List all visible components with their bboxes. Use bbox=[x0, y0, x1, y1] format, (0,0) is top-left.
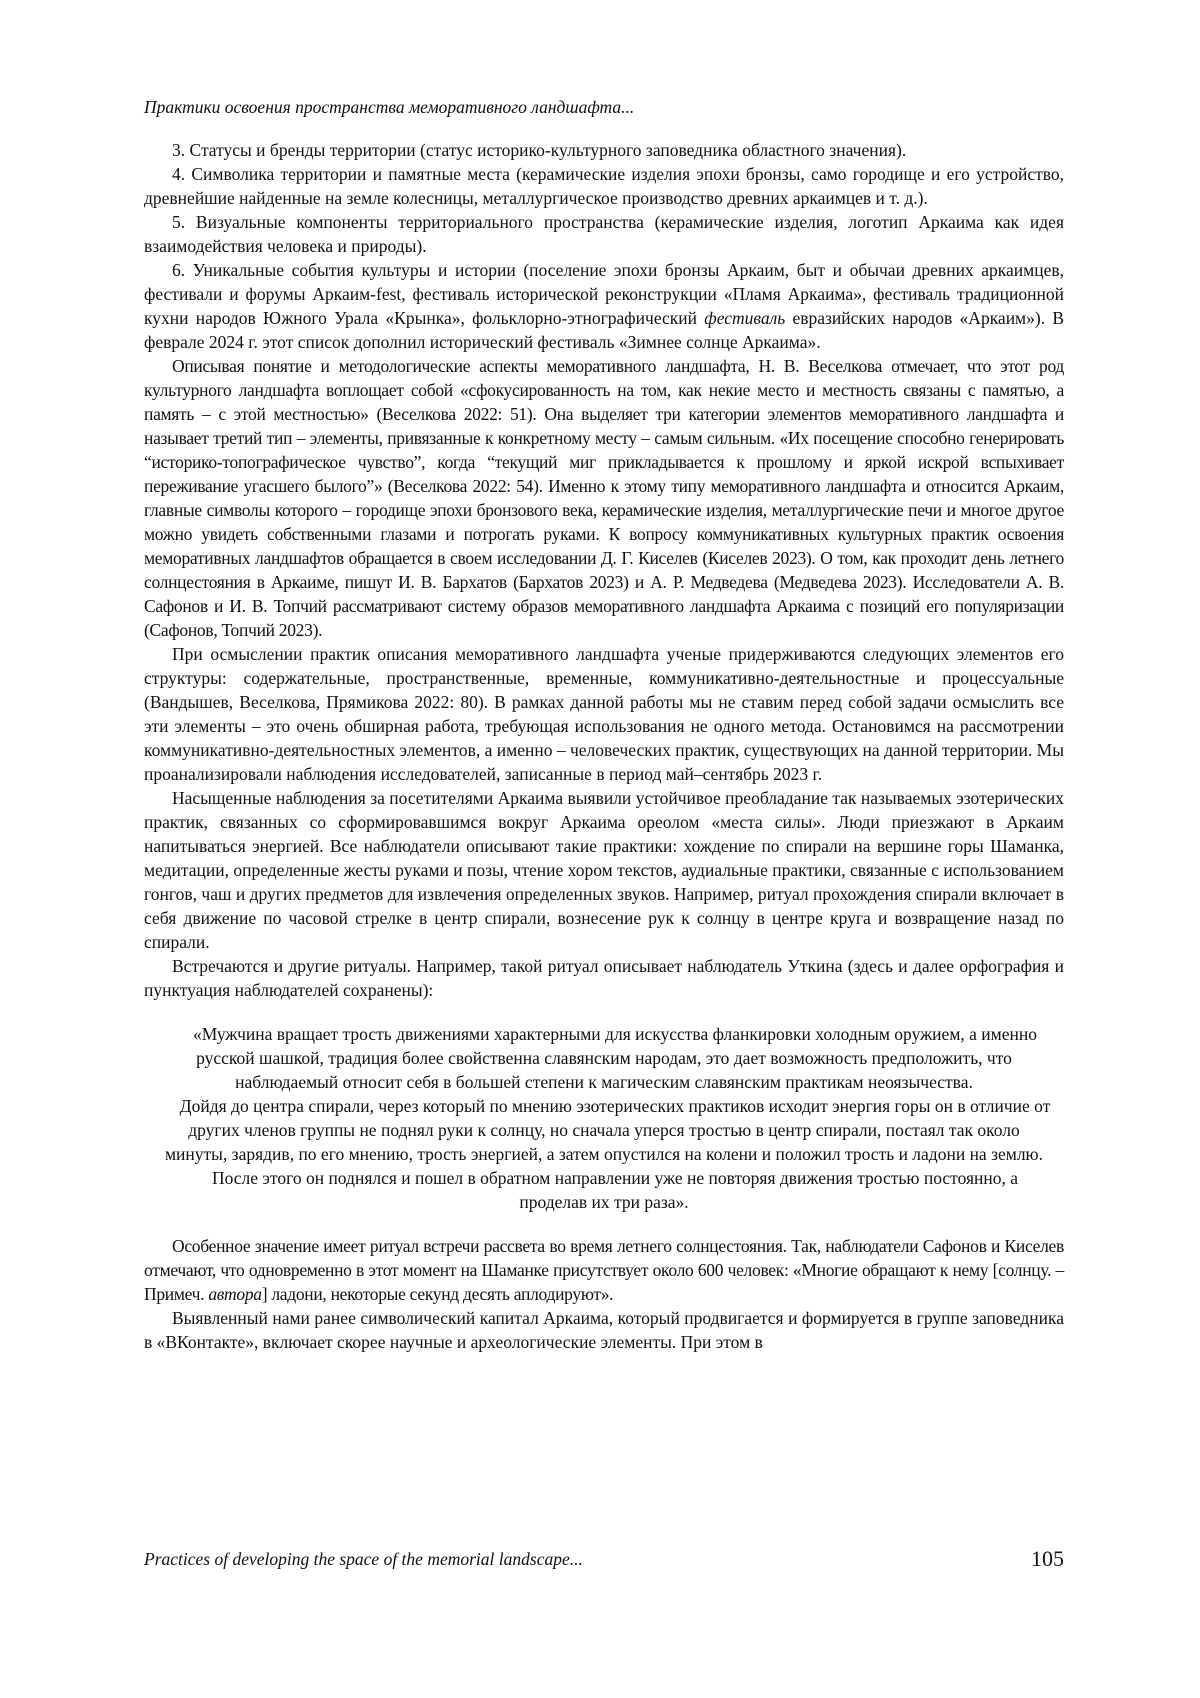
paragraph-sunrise-part1: Особенное значение имеет ритуал встречи рассвета во время летнего солнцестояния. Так, наблюдатели Сафонов и Киселев отмечают, что одновременно в этот момент на Шаманке присутствует около 600 человек: «Многие обращают к нему [солнцу. – Примеч. bbox=[144, 1236, 1064, 1304]
paragraph-events-italic: фестиваль bbox=[704, 308, 786, 328]
quote-paragraph-2: Дойдя до центра спирали, через который по мнению эзотерических практиков исходит энергия горы он в отличие от других членов группы не поднял руки к солнцу, но сначала уперся тростью в центр спирали, постаял так около минуты, зарядив, по его мнению, трость энергией, а затем опустился на колени и положил трость и ладони на землю. bbox=[164, 1096, 1051, 1164]
paragraph-symbolic-capital: Выявленный нами ранее символический капитал Аркаима, который продвигается и формируется в группе заповедника в «ВКонтакте», включает скорее научные и археологические элементы. При этом в bbox=[144, 1308, 1064, 1352]
paragraph-status: 3. Статусы и бренды территории (статус историко-культурного заповедника областного значения). bbox=[172, 140, 907, 160]
paragraph-sunrise bbox=[144, 1234, 1064, 1306]
paragraph-visual: 5. Визуальные компоненты территориального пространства (керамические изделия, логотип Аркаима как идея взаимодействия человека и природы). bbox=[144, 212, 1064, 256]
paragraph-veselkova: Описывая понятие и методологические аспекты меморативного ландшафта, Н. В. Веселкова отмечает, что этот род культурного ландшафта воплощает собой «сфокусированность на том, как некие место и местность связаны с памятью, а память – с этой местностью» (Веселкова 2022: 51). Она выделяет три категории элементов меморативного ландшафта и называет третий тип – элементы, привязанные к конкретному месту – самым сильным. «Их посещение способно генерировать “историко-топографическое чувство”, когда “текущий миг прикладывается к прошлому и яркой искрой вспыхивает переживание угасшего былого”» (Веселкова 2022: 54). Именно к этому типу меморативного ландшафта и относится Аркаим, главные символы которого – городище эпохи бронзового века, керамические изделия, металлургические печи и многое другое можно увидеть собственными глазами и потрогать руками. К вопросу коммуникативных культурных практик освоения меморативных ландшафтов обращается в своем исследовании Д. Г. Киселев (Киселев 2023). О том, как проходит день летнего солнцестояния в Аркаиме, пишут И. В. Бархатов (Бархатов 2023) и А. Р. Медведева (Медведева 2023). Исследователи А. В. Сафонов и И. В. Топчий рассматривают систему образов меморативного ландшафта Аркаима с позиций его популяризации (Сафонов, Топчий 2023). bbox=[144, 356, 1064, 640]
running-footer: Practices of developing the space of the memorial landscape... bbox=[144, 1549, 583, 1569]
running-header: Практики освоения пространства меморативного ландшафта... bbox=[144, 97, 635, 117]
quote-paragraph-3: После этого он поднялся и пошел в обратном направлении уже не повторяя движения тростью постоянно, а проделав их три раза». bbox=[211, 1168, 1019, 1212]
paragraph-events-part1: 6. Уникальные события культуры и истории (поселение эпохи бронзы Аркаим, быт и обычаи древних аркаимцев, фестивали и форумы Аркаим-fest, фестиваль исторической реконструкции «Пламя Аркаима», фестиваль традиционной кухни народов Южного Урала «Крынка», фольклорно-этнографический bbox=[144, 260, 1064, 328]
block-quote bbox=[144, 1022, 1064, 1214]
body-text bbox=[144, 138, 1064, 1354]
paragraph-events-part2: евразийских народов «Аркаим»). В феврале 2024 г. этот список дополнил исторический фестиваль «Зимнее солнце Аркаима». bbox=[144, 308, 1064, 352]
paragraph-structure: При осмыслении практик описания меморативного ландшафта ученые придерживаются следующих элементов его структуры: содержательные, пространственные, временные, коммуникативно-деятельностные и процессуальные (Вандышев, Веселкова, Прямикова 2022: 80). В рамках данной работы мы не ставим перед собой задачи осмыслить все эти элементы – это очень обширная работа, требующая использования не одного метода. Остановимся на рассмотрении коммуникативно-деятельностных элементов, а именно – человеческих практик, существующих на данной территории. Мы проанализировали наблюдения исследователей, записанные в период май–сентябрь 2023 г. bbox=[144, 644, 1064, 784]
paragraph-sunrise-italic: автора bbox=[208, 1284, 262, 1304]
page-number: 105 bbox=[1031, 1546, 1064, 1571]
paragraph-symbolism: 4. Символика территории и памятные места (керамические изделия эпохи бронзы, само городище и его устройство, древнейшие найденные на земле колесницы, металлургическое производство древних аркаимцев и т. д.). bbox=[144, 164, 1064, 208]
quote-paragraph-1: «Мужчина вращает трость движениями характерными для искусства фланкировки холодным оружием, а именно русской шашкой, традиция более свойственна славянским народам, это дает возможность предположить, что наблюдаемый относит себя в большей степени к магическим славянским практикам неоязычества. bbox=[193, 1024, 1037, 1092]
paragraph-sunrise-part2: ] ладони, некоторые секунд десять аплодируют». bbox=[261, 1284, 614, 1304]
paragraph-esoteric: Насыщенные наблюдения за посетителями Аркаима выявили устойчивое преобладание так называемых эзотерических практик, связанных со сформировавшимся вокруг Аркаима ореолом «места силы». Люди приезжают в Аркаим напитываться энергией. Все наблюдатели описывают такие практики: хождение по спирали на вершине горы Шаманка, медитации, определенные жесты руками и позы, чтение хором текстов, аудиальные практики, связанные с использованием гонгов, чаш и других предметов для извлечения определенных звуков. Например, ритуал прохождения спирали включает в себя движение по часовой стрелке в центр спирали, вознесение рук к солнцу в центре круга и возвращение назад по спирали. bbox=[144, 788, 1064, 952]
paragraph-other-rituals: Встречаются и другие ритуалы. Например, такой ритуал описывает наблюдатель Уткина (здесь и далее орфография и пунктуация наблюдателей сохранены): bbox=[144, 956, 1064, 1000]
paragraph-events bbox=[144, 258, 1064, 354]
